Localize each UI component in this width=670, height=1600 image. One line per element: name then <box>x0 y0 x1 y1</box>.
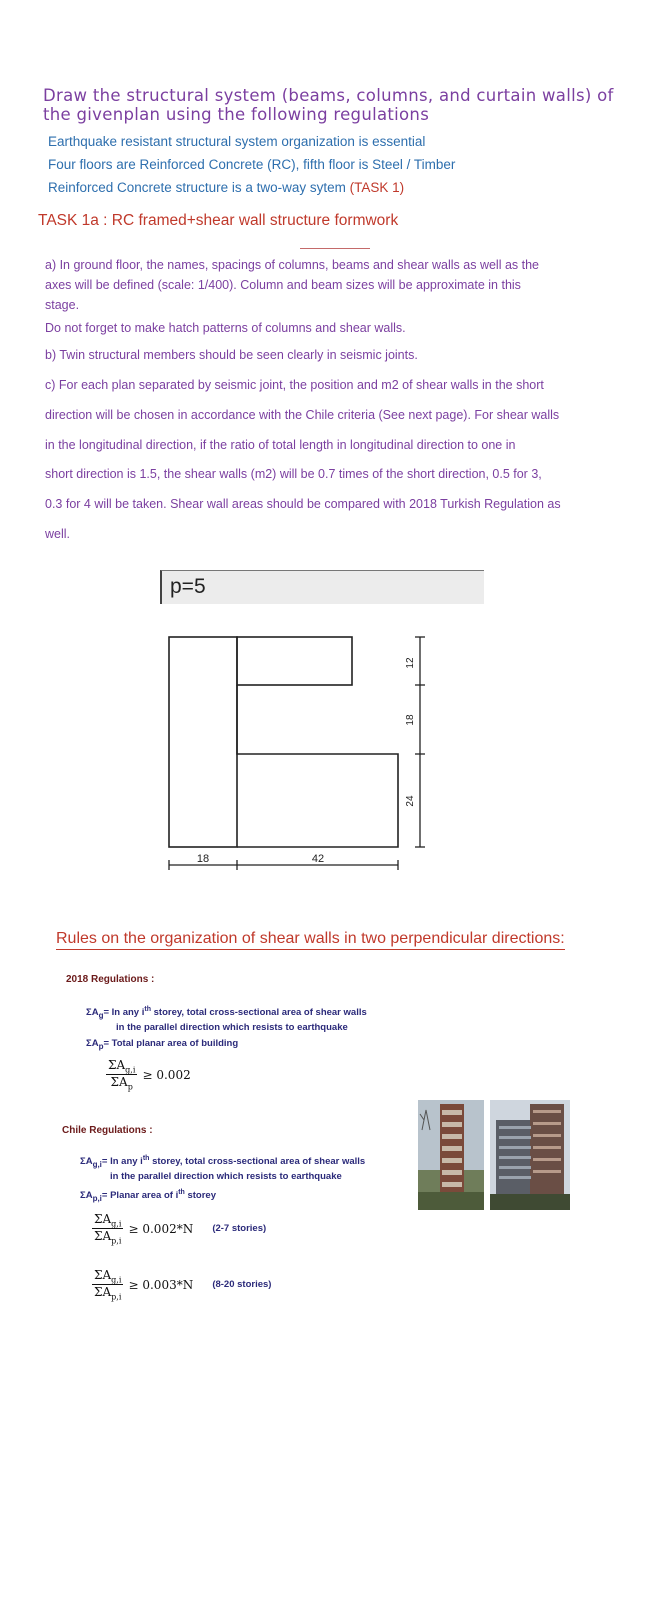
para-c-line6: well. <box>45 527 71 541</box>
reg2018-heading: 2018 Regulations : <box>66 974 155 985</box>
para-c-line2: direction will be chosen in accordance with the Chile criteria (See next page). For shear walls <box>45 408 560 422</box>
dim-label-bottom-42: 42 <box>311 853 325 865</box>
chile-ratio-2: ≥ 0.003*N <box>128 1277 194 1292</box>
plan-top-wing <box>237 637 352 685</box>
reg2018-def1: $\Sigma A_g= In$ any $i^{th}$ storey, total cross-sectional area of shear walls in the parallel direction which resists to earthquake <box>86 1006 367 1033</box>
para-hatch: Do not forget to make hatch patterns of columns and shear walls. <box>45 321 406 335</box>
plan-right-block <box>237 685 398 847</box>
reg2018-ratio: ≥ 0.002 <box>142 1067 191 1082</box>
task-heading: TASK 1a : RC framed+shear wall structure formwork <box>38 212 399 229</box>
plan-left-block <box>169 637 237 847</box>
para-c-line5: 0.3 for 4 will be taken. Shear wall areas should be compared with 2018 Turkish Regulation as <box>45 497 561 511</box>
intro-line-2: Four floors are Reinforced Concrete (RC), fifth floor is Steel / Timber <box>48 157 456 172</box>
chile-formula-1: $\frac{\Sigma A_{g,i}}{\Sigma A_{p,i}}$ ≥ 0.002*N (2-7 stories) <box>94 1212 267 1246</box>
para-a-line1: a) In ground floor, the names, spacings of columns, beams and shear walls as well as the <box>45 258 540 272</box>
chile-stories-1: (2-7 stories) <box>212 1223 267 1235</box>
para-c-line4: short direction is 1.5, the shear walls (m2) will be 0.7 times of the short direction, 0.5 for 3, <box>45 467 542 481</box>
reg2018-def2: $\Sigma A_p=$ Total planar area of building <box>86 1038 239 1051</box>
para-b: b) Twin structural members should be seen clearly in seismic joints. <box>45 348 418 362</box>
chile-ratio-1: ≥ 0.002*N <box>128 1221 194 1236</box>
intro-line-3-text: Reinforced Concrete structure is a two-way sytem <box>48 180 346 195</box>
chile-stories-2: (8-20 stories) <box>212 1279 272 1291</box>
intro-line-1: Earthquake resistant structural system organization is essential <box>48 134 426 149</box>
dim-label-bottom-18: 18 <box>196 853 210 865</box>
heading-divider <box>300 248 370 249</box>
plan-label-box <box>160 570 484 604</box>
building-photo-1 <box>418 1100 484 1210</box>
chile-heading: Chile Regulations : <box>62 1125 153 1136</box>
dim-label-24: 24 <box>405 795 416 807</box>
reg2018-formula: $\frac{\Sigma A_{g,i}}{\Sigma A_p}$ ≥ 0.002 <box>108 1058 191 1092</box>
dim-label-18: 18 <box>405 714 416 726</box>
chile-def2: $\Sigma A_{p,i}=$ Planar area of $i^{th}$ storey <box>80 1189 216 1204</box>
plan-label: p=5 <box>170 575 206 598</box>
intro-line-3 <box>48 180 404 195</box>
floor-plan-diagram <box>150 625 440 875</box>
chile-def1: $\Sigma A_{g,i}= In$ any $i^{th}$ storey, total cross-sectional area of shear walls in the parallel direction which resists to earthquake <box>80 1155 366 1182</box>
page-title: Draw the structural system (beams, columns, and curtain walls) of the givenplan using the following regulations <box>43 86 614 124</box>
intro-task-ref: (TASK 1) <box>349 180 405 195</box>
para-a-line3: stage. <box>45 298 80 312</box>
para-c-line1: c) For each plan separated by seismic joint, the position and m2 of shear walls in the short <box>45 378 544 392</box>
rules-heading: Rules on the organization of shear walls in two perpendicular directions: <box>56 929 565 950</box>
chile-formula-2: $\frac{\Sigma A_{g,i}}{\Sigma A_{p,i}}$ ≥ 0.003*N (8-20 stories) <box>94 1268 272 1302</box>
dim-label-12: 12 <box>405 657 416 669</box>
para-c-line3: in the longitudinal direction, if the ratio of total length in longitudinal direction to one in <box>45 438 516 452</box>
para-a-line2: axes will be defined (scale: 1/400). Column and beam sizes will be approximate in this <box>45 278 521 292</box>
building-photo-2 <box>490 1100 570 1210</box>
